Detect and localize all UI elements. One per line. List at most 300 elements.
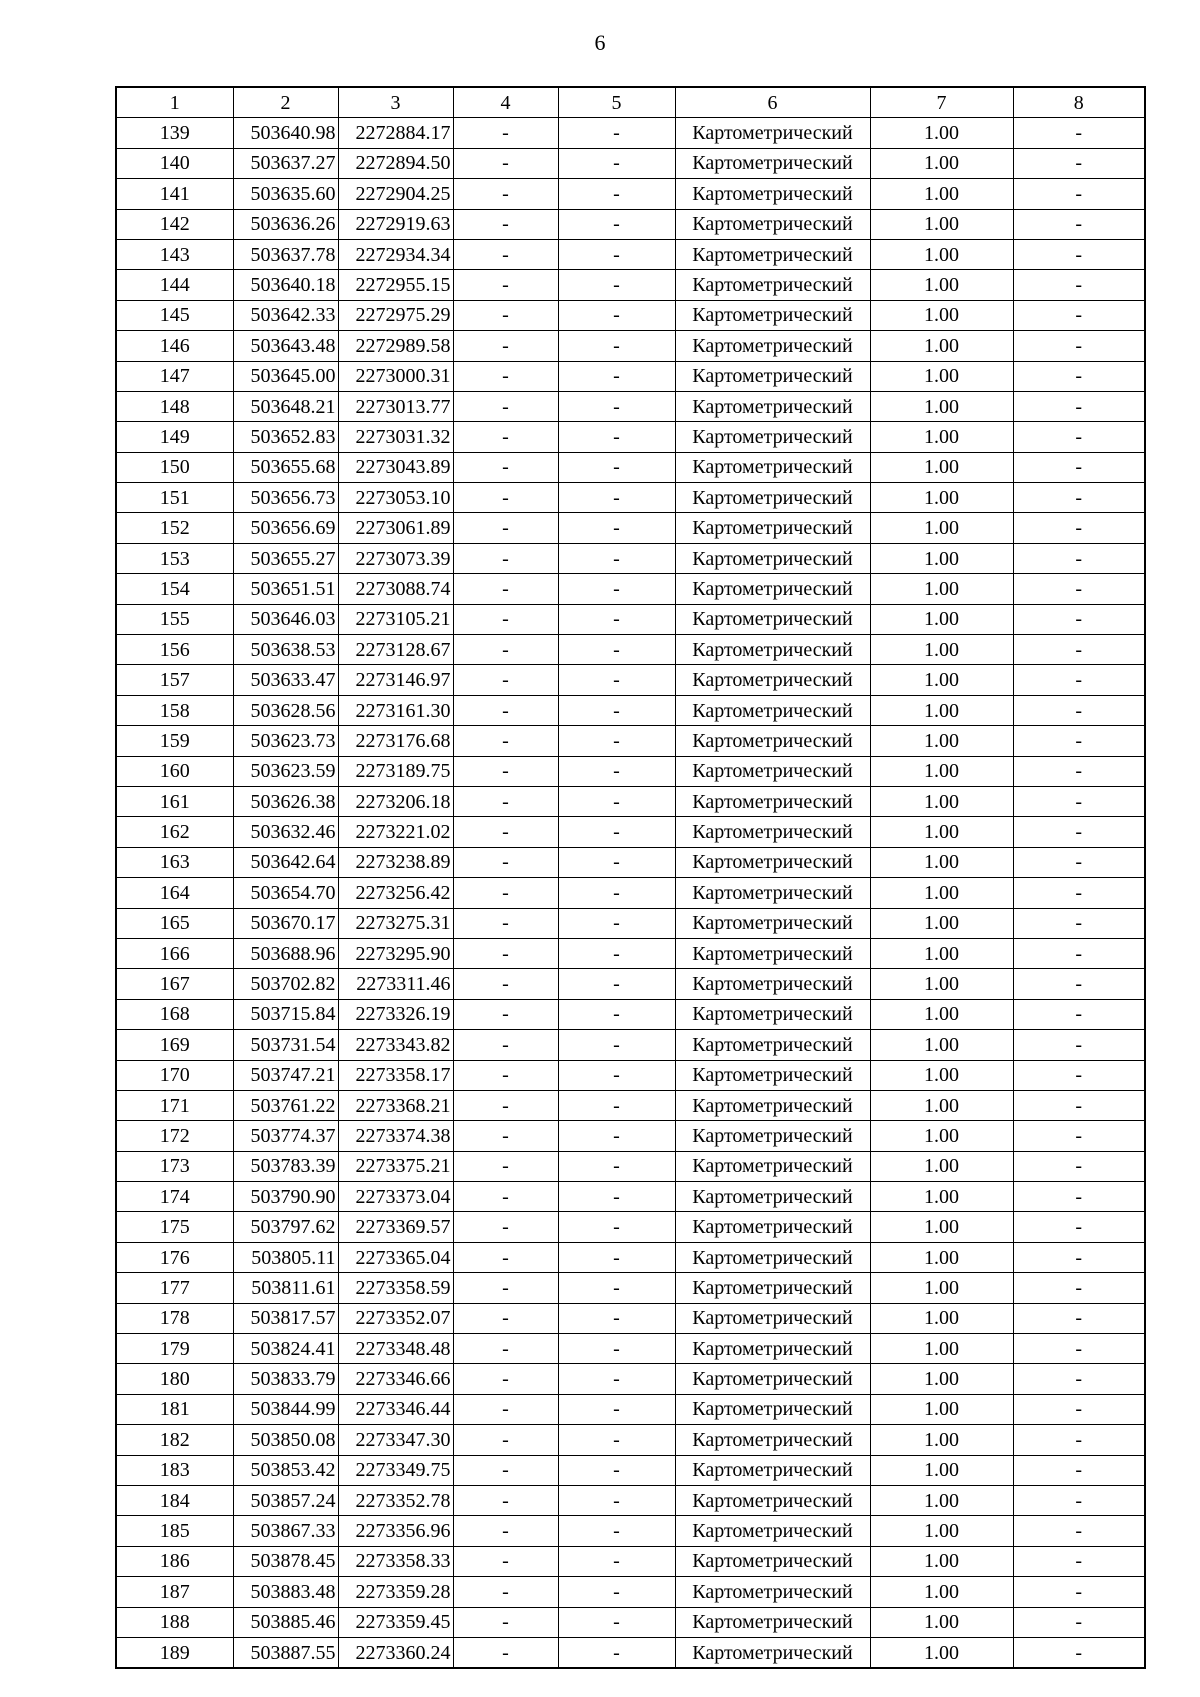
column-8-cell: - [1013,726,1145,756]
table-row [116,786,1145,816]
method-cell: Картометрический [675,786,870,816]
column-5-cell: - [558,331,675,361]
column-4-cell: - [453,1060,558,1090]
point-number-cell: 151 [116,483,233,513]
x-coordinate-cell: 503623.73 [233,726,338,756]
point-number-cell: 178 [116,1303,233,1333]
column-5-cell: - [558,574,675,604]
point-number-cell: 157 [116,665,233,695]
column-4-cell: - [453,847,558,877]
table-row [116,543,1145,573]
y-coordinate-cell: 2273221.02 [338,817,453,847]
table-row [116,817,1145,847]
coordinates-table [115,86,1146,1669]
column-8-cell: - [1013,1182,1145,1212]
column-8-cell: - [1013,1364,1145,1394]
accuracy-cell: 1.00 [870,1546,1013,1576]
method-cell: Картометрический [675,452,870,482]
method-cell: Картометрический [675,361,870,391]
point-number-cell: 173 [116,1151,233,1181]
y-coordinate-cell: 2273326.19 [338,999,453,1029]
method-cell: Картометрический [675,726,870,756]
table-row [116,726,1145,756]
accuracy-cell: 1.00 [870,574,1013,604]
column-5-cell: - [558,1212,675,1242]
column-4-cell: - [453,1637,558,1668]
y-coordinate-cell: 2273238.89 [338,847,453,877]
column-4-cell: - [453,452,558,482]
x-coordinate-cell: 503885.46 [233,1607,338,1637]
point-number-cell: 140 [116,148,233,178]
table-row [116,756,1145,786]
column-8-cell: - [1013,1334,1145,1364]
column-5-cell: - [558,1394,675,1424]
column-8-cell: - [1013,1455,1145,1485]
table-row [116,179,1145,209]
accuracy-cell: 1.00 [870,239,1013,269]
column-8-cell: - [1013,604,1145,634]
x-coordinate-cell: 503811.61 [233,1273,338,1303]
column-5-cell: - [558,1273,675,1303]
method-cell: Картометрический [675,1212,870,1242]
table-row [116,1242,1145,1272]
table-row [116,1212,1145,1242]
column-5-cell: - [558,452,675,482]
x-coordinate-cell: 503878.45 [233,1546,338,1576]
column-4-cell: - [453,574,558,604]
x-coordinate-cell: 503628.56 [233,695,338,725]
column-8-cell: - [1013,908,1145,938]
table-row [116,999,1145,1029]
point-number-cell: 187 [116,1577,233,1607]
point-number-cell: 170 [116,1060,233,1090]
accuracy-cell: 1.00 [870,1212,1013,1242]
x-coordinate-cell: 503867.33 [233,1516,338,1546]
x-coordinate-cell: 503642.33 [233,300,338,330]
column-4-cell: - [453,300,558,330]
y-coordinate-cell: 2273206.18 [338,786,453,816]
column-4-cell: - [453,331,558,361]
method-cell: Картометрический [675,300,870,330]
y-coordinate-cell: 2273349.75 [338,1455,453,1485]
table-row [116,574,1145,604]
column-5-cell: - [558,969,675,999]
point-number-cell: 166 [116,938,233,968]
x-coordinate-cell: 503731.54 [233,1030,338,1060]
x-coordinate-cell: 503702.82 [233,969,338,999]
column-4-cell: - [453,695,558,725]
method-cell: Картометрический [675,513,870,543]
accuracy-cell: 1.00 [870,1425,1013,1455]
point-number-cell: 183 [116,1455,233,1485]
column-4-cell: - [453,1182,558,1212]
method-cell: Картометрический [675,938,870,968]
x-coordinate-cell: 503670.17 [233,908,338,938]
point-number-cell: 141 [116,179,233,209]
column-header: 7 [870,87,1013,118]
y-coordinate-cell: 2273053.10 [338,483,453,513]
column-5-cell: - [558,1516,675,1546]
accuracy-cell: 1.00 [870,1151,1013,1181]
method-cell: Картометрический [675,665,870,695]
column-5-cell: - [558,148,675,178]
column-8-cell: - [1013,1151,1145,1181]
point-number-cell: 158 [116,695,233,725]
column-4-cell: - [453,148,558,178]
method-cell: Картометрический [675,999,870,1029]
column-header: 1 [116,87,233,118]
y-coordinate-cell: 2273295.90 [338,938,453,968]
column-header: 5 [558,87,675,118]
method-cell: Картометрический [675,179,870,209]
column-4-cell: - [453,1455,558,1485]
column-5-cell: - [558,999,675,1029]
accuracy-cell: 1.00 [870,938,1013,968]
table-row [116,300,1145,330]
column-8-cell: - [1013,969,1145,999]
table-body [116,118,1145,1668]
x-coordinate-cell: 503640.18 [233,270,338,300]
accuracy-cell: 1.00 [870,908,1013,938]
column-8-cell: - [1013,999,1145,1029]
column-8-cell: - [1013,1577,1145,1607]
column-4-cell: - [453,391,558,421]
y-coordinate-cell: 2273043.89 [338,452,453,482]
method-cell: Картометрический [675,1516,870,1546]
x-coordinate-cell: 503655.27 [233,543,338,573]
y-coordinate-cell: 2273348.48 [338,1334,453,1364]
accuracy-cell: 1.00 [870,1394,1013,1424]
accuracy-cell: 1.00 [870,331,1013,361]
column-8-cell: - [1013,1546,1145,1576]
column-5-cell: - [558,847,675,877]
y-coordinate-cell: 2273347.30 [338,1425,453,1455]
point-number-cell: 156 [116,635,233,665]
column-5-cell: - [558,1607,675,1637]
accuracy-cell: 1.00 [870,452,1013,482]
column-8-cell: - [1013,665,1145,695]
accuracy-cell: 1.00 [870,1334,1013,1364]
column-5-cell: - [558,1121,675,1151]
method-cell: Картометрический [675,1060,870,1090]
column-5-cell: - [558,1637,675,1668]
method-cell: Картометрический [675,604,870,634]
table-row [116,1030,1145,1060]
y-coordinate-cell: 2273343.82 [338,1030,453,1060]
point-number-cell: 169 [116,1030,233,1060]
x-coordinate-cell: 503805.11 [233,1242,338,1272]
method-cell: Картометрический [675,1273,870,1303]
column-8-cell: - [1013,331,1145,361]
point-number-cell: 180 [116,1364,233,1394]
column-8-cell: - [1013,452,1145,482]
accuracy-cell: 1.00 [870,1182,1013,1212]
method-cell: Картометрический [675,847,870,877]
accuracy-cell: 1.00 [870,635,1013,665]
method-cell: Картометрический [675,1607,870,1637]
column-8-cell: - [1013,1516,1145,1546]
column-4-cell: - [453,878,558,908]
column-header: 3 [338,87,453,118]
column-8-cell: - [1013,422,1145,452]
x-coordinate-cell: 503626.38 [233,786,338,816]
y-coordinate-cell: 2273088.74 [338,574,453,604]
column-8-cell: - [1013,239,1145,269]
accuracy-cell: 1.00 [870,179,1013,209]
point-number-cell: 160 [116,756,233,786]
accuracy-cell: 1.00 [870,513,1013,543]
x-coordinate-cell: 503797.62 [233,1212,338,1242]
column-4-cell: - [453,1090,558,1120]
column-5-cell: - [558,1485,675,1515]
accuracy-cell: 1.00 [870,1607,1013,1637]
x-coordinate-cell: 503637.27 [233,148,338,178]
y-coordinate-cell: 2273128.67 [338,635,453,665]
y-coordinate-cell: 2273359.28 [338,1577,453,1607]
x-coordinate-cell: 503652.83 [233,422,338,452]
table-row [116,1607,1145,1637]
x-coordinate-cell: 503715.84 [233,999,338,1029]
y-coordinate-cell: 2273031.32 [338,422,453,452]
column-5-cell: - [558,665,675,695]
column-8-cell: - [1013,483,1145,513]
column-8-cell: - [1013,1242,1145,1272]
accuracy-cell: 1.00 [870,1364,1013,1394]
x-coordinate-cell: 503783.39 [233,1151,338,1181]
column-8-cell: - [1013,1090,1145,1120]
column-4-cell: - [453,1516,558,1546]
method-cell: Картометрический [675,483,870,513]
column-8-cell: - [1013,361,1145,391]
column-5-cell: - [558,1455,675,1485]
point-number-cell: 155 [116,604,233,634]
column-8-cell: - [1013,1273,1145,1303]
y-coordinate-cell: 2272894.50 [338,148,453,178]
table-row [116,361,1145,391]
x-coordinate-cell: 503857.24 [233,1485,338,1515]
accuracy-cell: 1.00 [870,847,1013,877]
accuracy-cell: 1.00 [870,695,1013,725]
column-4-cell: - [453,1607,558,1637]
x-coordinate-cell: 503632.46 [233,817,338,847]
column-5-cell: - [558,239,675,269]
method-cell: Картометрический [675,209,870,239]
table-row [116,1364,1145,1394]
x-coordinate-cell: 503648.21 [233,391,338,421]
column-4-cell: - [453,665,558,695]
method-cell: Картометрический [675,422,870,452]
table-row [116,1394,1145,1424]
column-5-cell: - [558,695,675,725]
x-coordinate-cell: 503645.00 [233,361,338,391]
column-5-cell: - [558,513,675,543]
column-8-cell: - [1013,270,1145,300]
accuracy-cell: 1.00 [870,604,1013,634]
accuracy-cell: 1.00 [870,1577,1013,1607]
column-4-cell: - [453,1334,558,1364]
accuracy-cell: 1.00 [870,786,1013,816]
column-5-cell: - [558,1090,675,1120]
accuracy-cell: 1.00 [870,1060,1013,1090]
table-row [116,938,1145,968]
accuracy-cell: 1.00 [870,483,1013,513]
point-number-cell: 143 [116,239,233,269]
table-row [116,1485,1145,1515]
y-coordinate-cell: 2272989.58 [338,331,453,361]
point-number-cell: 186 [116,1546,233,1576]
table-row [116,483,1145,513]
method-cell: Картометрический [675,635,870,665]
x-coordinate-cell: 503747.21 [233,1060,338,1090]
column-8-cell: - [1013,300,1145,330]
column-4-cell: - [453,756,558,786]
y-coordinate-cell: 2273013.77 [338,391,453,421]
column-4-cell: - [453,543,558,573]
y-coordinate-cell: 2273373.04 [338,1182,453,1212]
column-4-cell: - [453,1030,558,1060]
column-8-cell: - [1013,878,1145,908]
column-4-cell: - [453,1425,558,1455]
column-8-cell: - [1013,1485,1145,1515]
table-row [116,908,1145,938]
accuracy-cell: 1.00 [870,270,1013,300]
table-row [116,209,1145,239]
column-4-cell: - [453,1577,558,1607]
point-number-cell: 142 [116,209,233,239]
column-8-cell: - [1013,513,1145,543]
column-4-cell: - [453,938,558,968]
method-cell: Картометрический [675,148,870,178]
accuracy-cell: 1.00 [870,209,1013,239]
column-5-cell: - [558,1546,675,1576]
table-row [116,148,1145,178]
column-5-cell: - [558,1303,675,1333]
x-coordinate-cell: 503790.90 [233,1182,338,1212]
column-5-cell: - [558,179,675,209]
accuracy-cell: 1.00 [870,1485,1013,1515]
column-5-cell: - [558,483,675,513]
point-number-cell: 175 [116,1212,233,1242]
accuracy-cell: 1.00 [870,969,1013,999]
column-5-cell: - [558,391,675,421]
point-number-cell: 144 [116,270,233,300]
accuracy-cell: 1.00 [870,999,1013,1029]
column-5-cell: - [558,635,675,665]
method-cell: Картометрический [675,543,870,573]
x-coordinate-cell: 503887.55 [233,1637,338,1668]
table-row [116,1546,1145,1576]
accuracy-cell: 1.00 [870,1242,1013,1272]
column-5-cell: - [558,817,675,847]
point-number-cell: 179 [116,1334,233,1364]
table-row [116,847,1145,877]
column-5-cell: - [558,300,675,330]
column-8-cell: - [1013,1637,1145,1668]
accuracy-cell: 1.00 [870,1637,1013,1668]
point-number-cell: 165 [116,908,233,938]
point-number-cell: 167 [116,969,233,999]
column-4-cell: - [453,908,558,938]
point-number-cell: 182 [116,1425,233,1455]
method-cell: Картометрический [675,908,870,938]
column-4-cell: - [453,817,558,847]
y-coordinate-cell: 2273365.04 [338,1242,453,1272]
column-5-cell: - [558,1030,675,1060]
column-5-cell: - [558,938,675,968]
accuracy-cell: 1.00 [870,817,1013,847]
y-coordinate-cell: 2273360.24 [338,1637,453,1668]
point-number-cell: 164 [116,878,233,908]
column-header: 6 [675,87,870,118]
method-cell: Картометрический [675,1303,870,1333]
table-row [116,1090,1145,1120]
y-coordinate-cell: 2273346.66 [338,1364,453,1394]
table-row [116,239,1145,269]
method-cell: Картометрический [675,331,870,361]
column-8-cell: - [1013,756,1145,786]
x-coordinate-cell: 503844.99 [233,1394,338,1424]
table-row [116,695,1145,725]
x-coordinate-cell: 503824.41 [233,1334,338,1364]
column-4-cell: - [453,1151,558,1181]
table-row [116,969,1145,999]
column-4-cell: - [453,726,558,756]
point-number-cell: 176 [116,1242,233,1272]
y-coordinate-cell: 2273061.89 [338,513,453,543]
method-cell: Картометрический [675,1577,870,1607]
method-cell: Картометрический [675,1334,870,1364]
y-coordinate-cell: 2273359.45 [338,1607,453,1637]
column-5-cell: - [558,878,675,908]
method-cell: Картометрический [675,1242,870,1272]
column-4-cell: - [453,239,558,269]
accuracy-cell: 1.00 [870,665,1013,695]
x-coordinate-cell: 503883.48 [233,1577,338,1607]
column-5-cell: - [558,209,675,239]
accuracy-cell: 1.00 [870,1030,1013,1060]
column-4-cell: - [453,969,558,999]
column-header: 4 [453,87,558,118]
method-cell: Картометрический [675,969,870,999]
x-coordinate-cell: 503656.73 [233,483,338,513]
point-number-cell: 189 [116,1637,233,1668]
column-8-cell: - [1013,1121,1145,1151]
column-4-cell: - [453,422,558,452]
table-row [116,1182,1145,1212]
point-number-cell: 150 [116,452,233,482]
table-row [116,878,1145,908]
column-5-cell: - [558,786,675,816]
point-number-cell: 159 [116,726,233,756]
column-8-cell: - [1013,938,1145,968]
table-row [116,665,1145,695]
method-cell: Картометрический [675,1546,870,1576]
table-row [116,1060,1145,1090]
column-8-cell: - [1013,847,1145,877]
accuracy-cell: 1.00 [870,726,1013,756]
accuracy-cell: 1.00 [870,756,1013,786]
accuracy-cell: 1.00 [870,1303,1013,1333]
column-4-cell: - [453,604,558,634]
point-number-cell: 139 [116,118,233,148]
x-coordinate-cell: 503656.69 [233,513,338,543]
y-coordinate-cell: 2273311.46 [338,969,453,999]
point-number-cell: 163 [116,847,233,877]
point-number-cell: 172 [116,1121,233,1151]
point-number-cell: 174 [116,1182,233,1212]
accuracy-cell: 1.00 [870,422,1013,452]
method-cell: Картометрический [675,1485,870,1515]
